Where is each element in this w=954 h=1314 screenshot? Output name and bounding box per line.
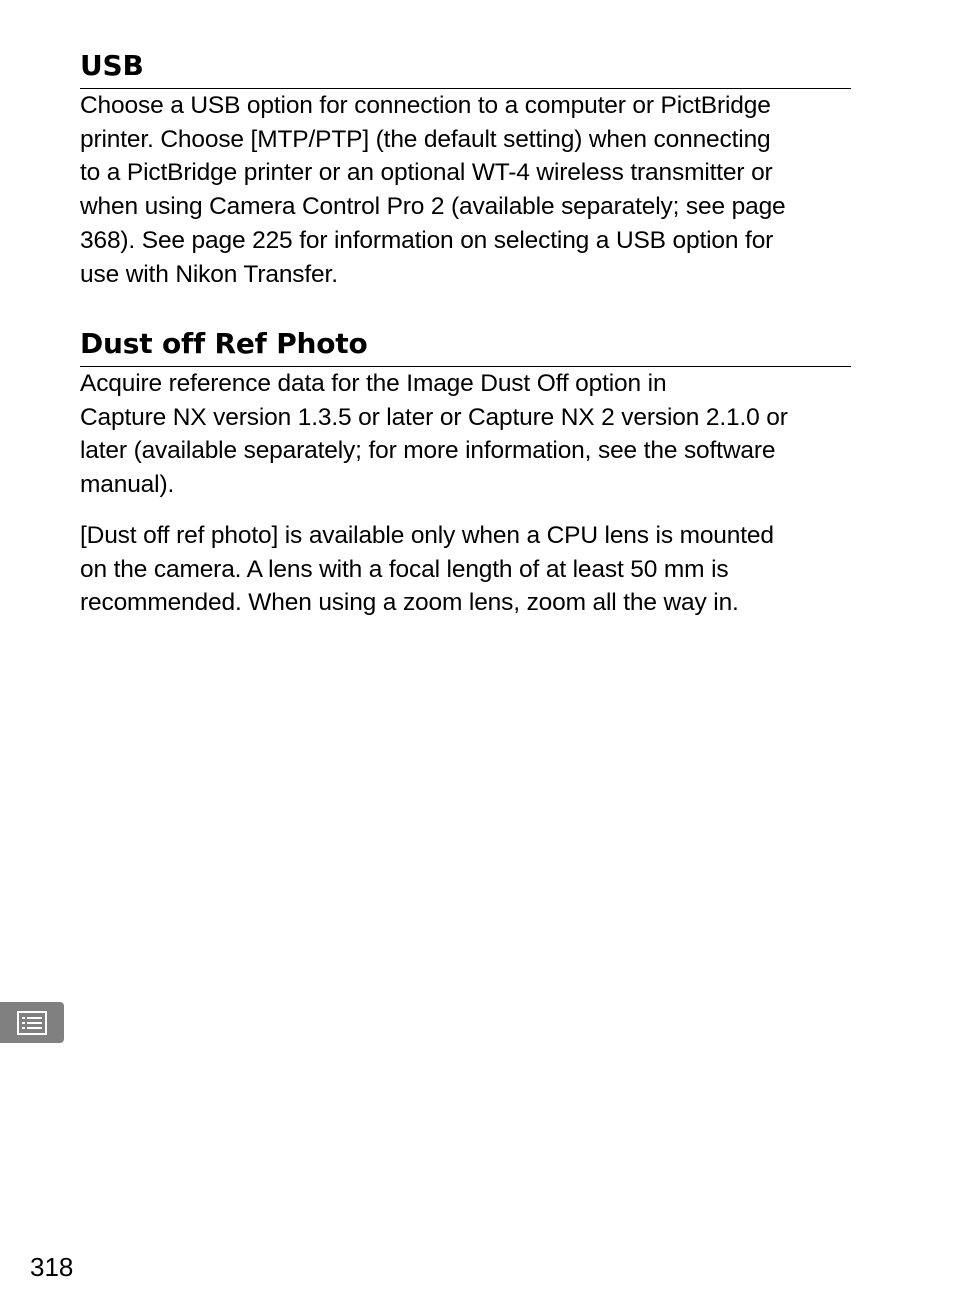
section-heading-usb: USB xyxy=(80,48,851,89)
setup-menu-tab xyxy=(0,1002,64,1043)
dust-off-description: Acquire reference data for the Image Dust Off option in Capture NX version 1.3.5 or later or Capture NX 2 version 2.1.0 or later (available separately; for more information, see the software manual). xyxy=(80,370,788,499)
section-dust-off-ref-photo xyxy=(80,326,851,620)
setup-menu-icon xyxy=(17,1011,47,1035)
usb-description: Choose a USB option for connection to a computer or PictBridge printer. Choose [MTP/PTP] (the default setting) when connecting to a PictBridge printer or an optional WT-4 wireless transmitter or when using Camera Control Pro 2 (available separately; see page 368). See page 225 for information on selecting a USB option for use with Nikon Transfer. xyxy=(80,92,786,288)
dust-off-note: [Dust off ref photo] is available only when a CPU lens is mounted on the camera. A lens with a focal length of at least 50 mm is recommended. When using a zoom lens, zoom all the way in. xyxy=(80,521,774,617)
page-number: 318 xyxy=(30,1252,74,1282)
section-heading-dust-off-ref-photo: Dust off Ref Photo xyxy=(80,326,851,367)
section-usb xyxy=(80,48,851,291)
